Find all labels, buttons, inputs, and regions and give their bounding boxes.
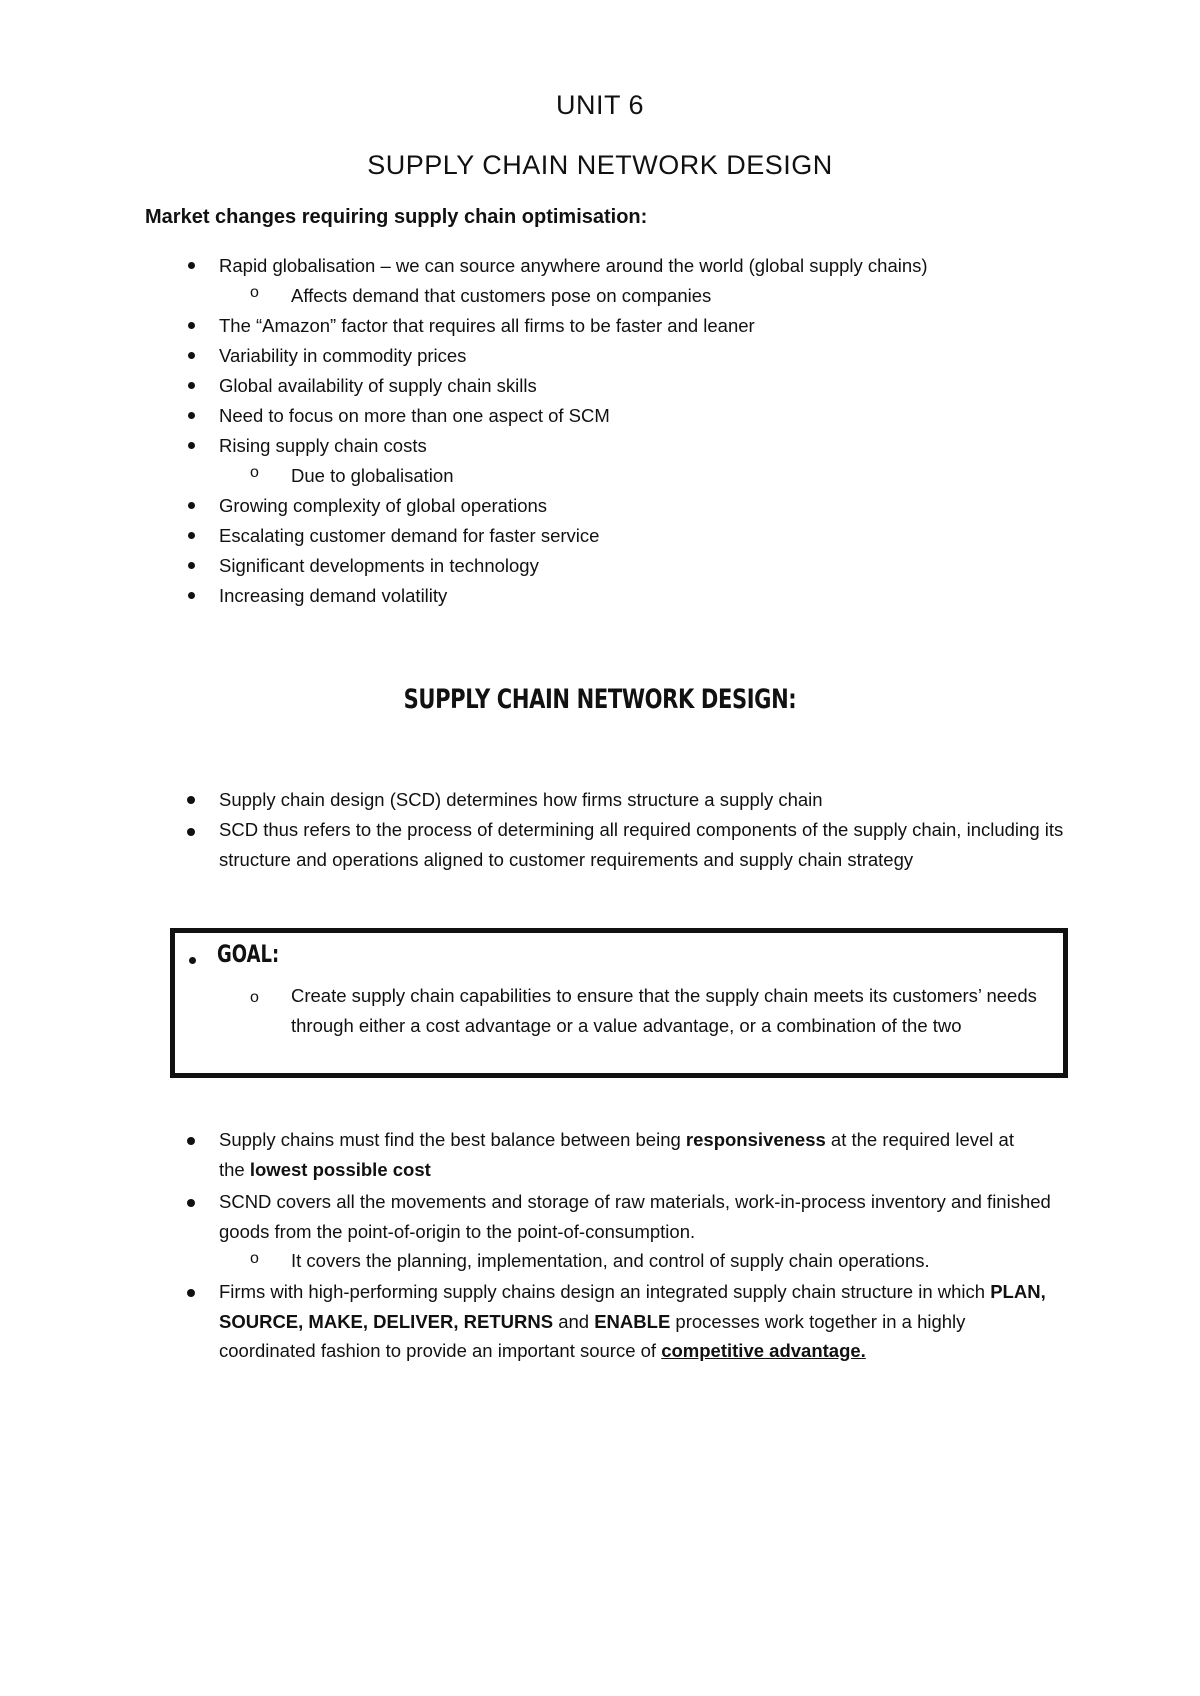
bullet-marker	[188, 532, 195, 539]
list-item: Variability in commodity prices	[219, 345, 467, 366]
competitive-advantage: competitive advantage.	[661, 1340, 866, 1361]
list-item: Supply chain design (SCD) determines how firms structure a supply chain	[219, 789, 823, 810]
list-item: Significant developments in technology	[219, 555, 539, 576]
list-item: The “Amazon” factor that requires all firms to be faster and leaner	[219, 315, 755, 336]
list-item: Need to focus on more than one aspect of SCM	[219, 405, 610, 426]
list-item	[219, 1125, 1039, 1184]
bullet-marker	[188, 502, 195, 509]
sub-bullet-marker: o	[250, 989, 259, 1006]
list-subitem: Due to globalisation	[291, 465, 454, 486]
list-item: Global availability of supply chain skills	[219, 375, 537, 396]
bullet-marker	[188, 382, 195, 389]
bullet-marker	[188, 592, 195, 599]
list-item: Rapid globalisation – we can source anywhere around the world (global supply chains)	[219, 255, 928, 276]
balance-responsiveness: responsiveness	[685, 1129, 826, 1150]
firms-processes: PLAN, SOURCE, MAKE, DELIVER, RETURNS	[219, 1281, 1046, 1332]
list-item: Escalating customer demand for faster service	[219, 525, 600, 546]
page-title: SUPPLY CHAIN NETWORK DESIGN	[367, 150, 833, 180]
bullet-marker	[187, 1137, 195, 1145]
balance-lowest-cost: lowest possible cost	[249, 1158, 431, 1180]
firms-prefix: Firms with high-performing supply chains design an integrated supply chain structure in which	[219, 1281, 991, 1302]
bullet-marker	[188, 262, 195, 269]
goal-label: GOAL:	[217, 940, 280, 968]
sub-bullet-marker: o	[250, 1250, 259, 1267]
bullet-marker	[188, 322, 195, 329]
firms-enable: ENABLE	[594, 1310, 671, 1332]
goal-text: Create supply chain capabilities to ensure that the supply chain meets its customers’ needs through either a cost advantage or a value advantage, or a combination of the two	[291, 985, 1037, 1036]
bullet-marker	[188, 352, 195, 359]
bullet-marker	[187, 828, 195, 836]
balance-middle: at the required level at the	[219, 1129, 1014, 1180]
list-item	[219, 1277, 1064, 1366]
list-item: SCND covers all the movements and storage of raw materials, work-in-process inventory and finished goods from the point-of-origin to the point-of-consumption.	[219, 1191, 1051, 1242]
bullet-marker	[188, 442, 195, 449]
sub-bullet-marker: o	[250, 284, 259, 301]
section-subtitle: SUPPLY CHAIN NETWORK DESIGN:	[403, 684, 797, 715]
bullet-marker	[187, 796, 195, 804]
firms-middle: processes work together in a highly coordinated fashion to provide an important source of	[219, 1310, 966, 1361]
list-item: SCD thus refers to the process of determining all required components of the supply chain, including its structure and operations aligned to customer requirements and supply chain strategy	[219, 819, 1064, 870]
bullet-marker	[188, 562, 195, 569]
sub-bullet-marker: o	[250, 464, 259, 481]
bullet-marker	[189, 957, 196, 964]
list-subitem: It covers the planning, implementation, and control of supply chain operations.	[291, 1250, 930, 1271]
market-changes-heading: Market changes requiring supply chain optimisation:	[145, 206, 648, 228]
list-subitem: Affects demand that customers pose on companies	[291, 285, 712, 306]
firms-and: and	[553, 1310, 595, 1332]
bullet-marker	[187, 1289, 195, 1297]
list-item: Growing complexity of global operations	[219, 495, 548, 516]
balance-prefix: Supply chains must find the best balance between being	[219, 1129, 686, 1150]
unit-title: UNIT 6	[555, 90, 645, 120]
bullet-marker	[188, 412, 195, 419]
bullet-marker	[187, 1199, 195, 1207]
list-item: Increasing demand volatility	[219, 585, 448, 606]
list-item: Rising supply chain costs	[219, 435, 427, 456]
